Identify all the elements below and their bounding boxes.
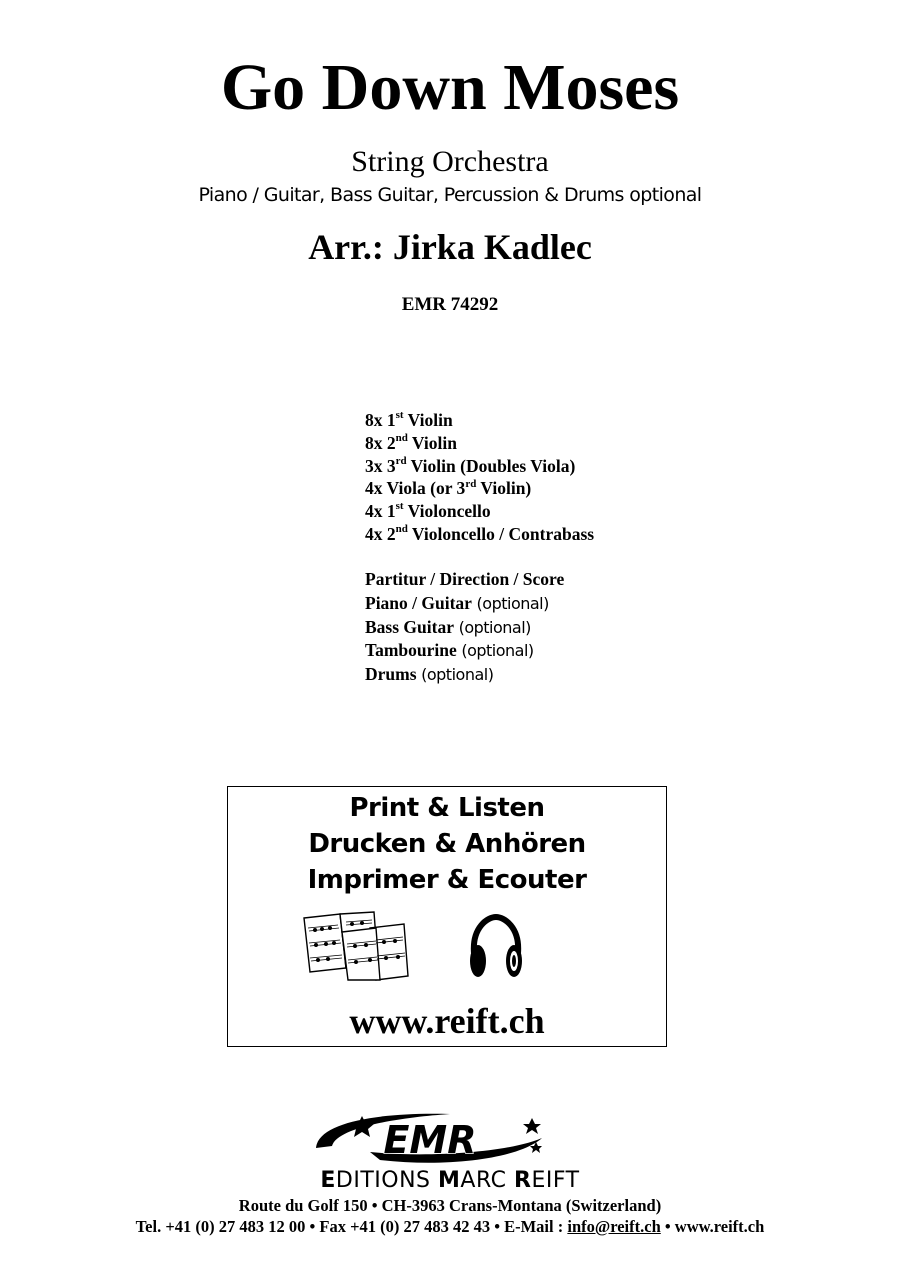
list-item: Tambourine (optional) <box>365 640 534 661</box>
list-item: Piano / Guitar (optional) <box>365 592 549 613</box>
publisher-name: EDITIONS MARC REIFT <box>320 1168 580 1193</box>
svg-text:EMR: EMR <box>383 1118 477 1162</box>
promo-url[interactable]: www.reift.ch <box>349 1001 545 1041</box>
headphones-icon <box>466 913 526 983</box>
sheet-music-icon <box>300 910 412 982</box>
optional-instruments: Piano / Guitar, Bass Guitar, Percussion & Drums optional <box>198 184 702 206</box>
arranger: Arr.: Jirka Kadlec <box>308 227 592 267</box>
publisher-address: Route du Golf 150 • CH-3963 Crans-Montana (Switzerland) <box>238 1196 662 1215</box>
list-item: 3x 3rd Violin (Doubles Viola) <box>365 454 576 476</box>
string-parts-list <box>365 409 594 546</box>
list-item: Partitur / Direction / Score <box>365 569 565 589</box>
publisher-contact: Tel. +41 (0) 27 483 12 00 • Fax +41 (0) 27 483 42 43 • E-Mail : info@reift.ch • www.reift.ch <box>135 1217 765 1236</box>
list-item: 4x 2nd Violoncello / Contrabass <box>365 523 595 544</box>
promo-line-french: Imprimer & Ecouter <box>307 865 587 895</box>
promo-line-english: Print & Listen <box>349 793 545 823</box>
list-item: Drums (optional) <box>365 664 494 685</box>
subtitle: String Orchestra <box>351 145 549 178</box>
list-item: 4x Viola (or 3rd Violin) <box>365 477 532 499</box>
list-item: Bass Guitar (optional) <box>365 616 531 637</box>
print-listen-box <box>227 786 667 1047</box>
page-title: Go Down Moses <box>220 51 680 124</box>
catalog-number: EMR 74292 <box>401 294 499 315</box>
emr-logo <box>310 1108 550 1170</box>
other-parts-list <box>365 568 564 687</box>
promo-line-german: Drucken & Anhören <box>308 829 586 859</box>
email-link[interactable]: info@reift.ch <box>567 1217 661 1236</box>
list-item: 8x 2nd Violin <box>365 431 457 453</box>
list-item: 4x 1st Violoncello <box>365 500 491 522</box>
list-item: 8x 1st Violin <box>365 409 453 430</box>
